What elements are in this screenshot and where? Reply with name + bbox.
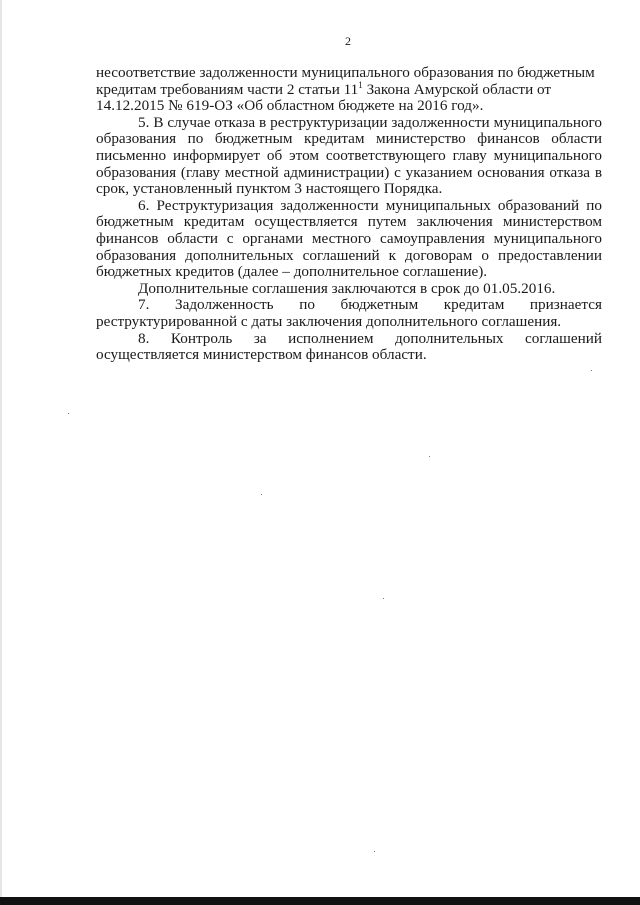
item-8-word: 8. [138,329,150,347]
paragraph-continuation-line1: несоответствие задолженности муниципального образования по бюджетным [96,64,595,81]
scan-speck [383,598,384,599]
item-8-word: исполнением [288,329,374,347]
scan-speck [591,370,592,371]
item-7-word: 7. [138,296,150,314]
page-number: 2 [345,34,351,48]
law-reference-text: кредитам требованиям части 2 статьи 11 [96,80,359,98]
article-superscript: 1 [358,79,363,90]
paragraph-item-7-line2: реструктурированной с даты заключения дополнительного соглашения. [96,312,562,330]
scan-speck [261,494,262,495]
item-7-word: бюджетным [340,296,419,314]
item-7-word: кредитам [443,296,505,314]
document-body [96,65,602,364]
scan-speck [68,413,69,414]
item-8-word: дополнительных [395,329,504,347]
scan-bottom-edge [0,897,640,905]
item-7-word: признается [529,296,602,314]
law-reference-text-end: Закона Амурской области от [362,80,552,98]
item-7-word: по [299,296,315,314]
paragraph-continuation-line2 [96,79,602,99]
item-7-word: Задолженность [174,296,274,314]
scan-speck [374,851,375,852]
scan-left-edge [0,0,2,905]
scan-speck [429,456,430,457]
paragraph-item-8-line2: осуществляется министерством финансов области. [96,346,427,364]
item-8-word: соглашений [525,329,602,347]
item-8-word: Контроль [170,329,233,347]
paragraph-item-6: 6. Реструктуризация задолженности муниципальных образований по бюджетным кредитам осуществляется путем заключения министерством финансов области с органами местного самоуправления муниципального образования дополнительных соглашений к договорам о предоставлении бюджетных кредитов (далее – дополнительное соглашение). [96,196,602,281]
paragraph-item-7-line1 [96,297,602,314]
paragraph-item-8-line1 [96,331,602,348]
paragraph-item-5: 5. В случае отказа в реструктуризации задолженности муниципального образования по бюджетным кредитам министерство финансов области письменно информирует об этом соответствующего главу муниципального образования (главу местной администрации) с указанием основания отказа в срок, установленный пунктом 3 настоящего Порядка. [96,113,602,198]
paragraph-continuation-line3: 14.12.2015 № 619-ОЗ «Об областном бюджете на 2016 год». [96,97,484,115]
item-8-word: за [253,329,267,347]
paragraph-deadline: Дополнительные соглашения заключаются в срок до 01.05.2016. [138,279,556,297]
